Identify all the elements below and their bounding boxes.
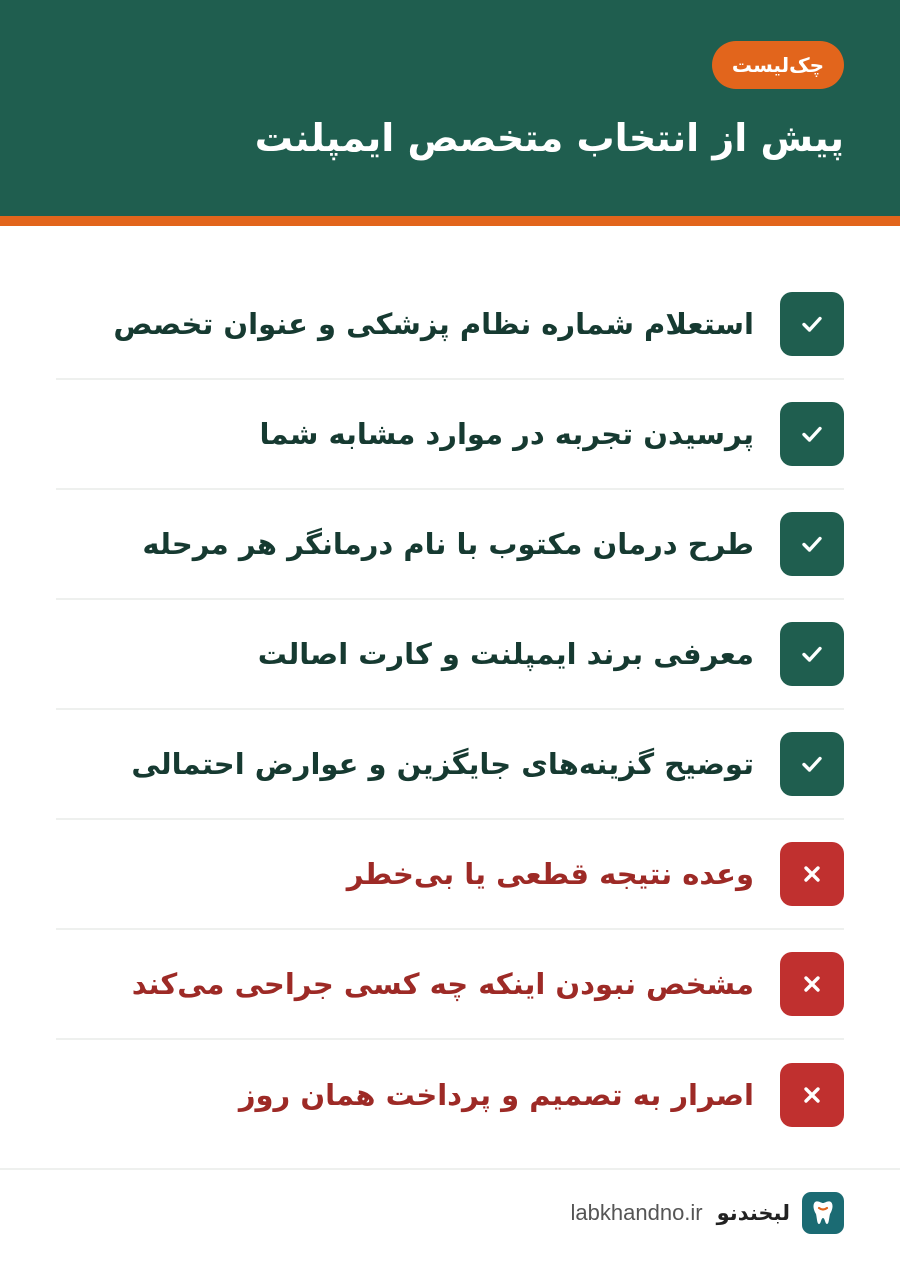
check-icon [780, 622, 844, 686]
cross-icon [780, 952, 844, 1016]
list-item [56, 380, 844, 490]
list-item-text: توضیح گزینه‌های جایگزین و عوارض احتمالی [131, 747, 754, 781]
checklist [56, 270, 844, 1150]
list-item [56, 600, 844, 710]
check-icon [780, 512, 844, 576]
cross-icon [780, 1063, 844, 1127]
footer [571, 1192, 844, 1234]
list-item-text: مشخص نبودن اینکه چه کسی جراحی می‌کند [131, 967, 754, 1001]
cross-icon [780, 842, 844, 906]
tooth-icon [802, 1192, 844, 1234]
footer-divider [0, 1168, 900, 1170]
list-item-text: وعده نتیجه قطعی یا بی‌خطر [346, 857, 754, 891]
check-icon [780, 402, 844, 466]
list-item-text: معرفی برند ایمپلنت و کارت اصالت [257, 637, 754, 671]
list-item-text: استعلام شماره نظام پزشکی و عنوان تخصص [113, 307, 754, 341]
check-icon [780, 732, 844, 796]
list-item [56, 710, 844, 820]
checklist-badge: چک‌لیست [712, 41, 844, 89]
check-icon [780, 292, 844, 356]
list-item-text: پرسیدن تجربه در موارد مشابه شما [259, 417, 754, 451]
list-item [56, 930, 844, 1040]
brand-name: لبخندنو [716, 1201, 790, 1225]
list-item [56, 1040, 844, 1150]
page-title: پیش از انتخاب متخصص ایمپلنت [254, 116, 844, 160]
list-item [56, 270, 844, 380]
website-link[interactable]: labkhandno.ir [570, 1200, 703, 1225]
accent-divider [0, 216, 900, 226]
list-item [56, 820, 844, 930]
header [0, 0, 900, 216]
list-item [56, 490, 844, 600]
list-item-text: اصرار به تصمیم و پرداخت همان روز [238, 1078, 754, 1112]
list-item-text: طرح درمان مکتوب با نام درمانگر هر مرحله [142, 527, 754, 561]
